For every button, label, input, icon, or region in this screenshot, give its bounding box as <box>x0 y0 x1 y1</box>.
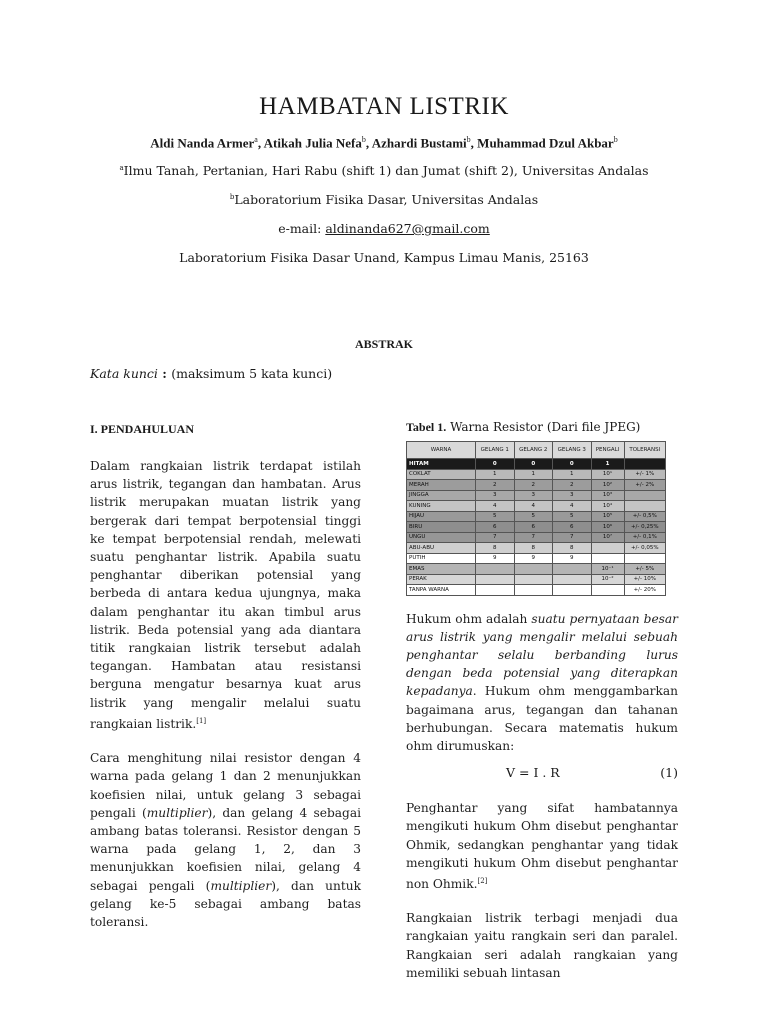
affiliation-a <box>0 163 768 178</box>
affiliation-b <box>0 192 768 207</box>
table-row <box>407 585 666 596</box>
paragraph-text: ), dan gelang 4 sebagai ambang batas toleransi. Resistor dengan 5 warna pada gelang 1, 2, dan 3 menunjukkan koefisien nilai, gelang 4 sebagai pengali ( <box>90 805 361 893</box>
affil-sup: b <box>229 192 235 201</box>
author-separator: , <box>470 135 478 151</box>
table-cell: 3 <box>553 490 592 501</box>
table-row <box>407 511 666 522</box>
circuit-paragraph: Rangkaian listrik terbagi menjadi dua rangkaian yaitu rangkain seri dan paralel. Rangkaian seri adalah rangkaian yang memiliki sebuah lintasan <box>406 911 678 980</box>
table-cell: +/- 2% <box>624 480 665 491</box>
equation: V = I . R <box>506 765 560 781</box>
table-cell: 6 <box>514 522 553 533</box>
resistor-color-table <box>406 441 666 596</box>
paragraph-text: Penghantar yang sifat hambatannya mengikuti hukum Ohm disebut penghantar Ohmik, sedangkan penghantar yang tidak mengikuti hukum Ohm disebut penghantar non Ohmik. <box>406 801 678 891</box>
table-cell <box>591 585 624 596</box>
intro-paragraph-1 <box>90 457 361 733</box>
table-cell: 5 <box>514 511 553 522</box>
color-name-cell: EMAS <box>407 564 476 575</box>
table-cell: 8 <box>553 543 592 554</box>
table-cell <box>514 564 553 575</box>
table-row <box>407 490 666 501</box>
author-name: Muhammad Dzul Akbar <box>477 135 614 151</box>
intro-paragraph-2 <box>90 749 361 931</box>
author-affil-sup: a <box>254 135 258 144</box>
author-affil-sup: b <box>466 135 471 144</box>
table-caption <box>406 420 678 435</box>
email-label: e-mail: <box>278 221 326 236</box>
color-name-cell: PERAK <box>407 574 476 585</box>
table-cell <box>624 459 665 470</box>
paragraph-text: ), dan untuk gelang ke-5 sebagai ambang batas toleransi. <box>90 878 362 929</box>
table-header-cell: GELANG 3 <box>553 442 592 459</box>
email-link[interactable]: aldinanda627@gmail.com <box>325 221 490 236</box>
keywords-colon: : <box>157 366 172 381</box>
table-cell: 4 <box>476 501 515 512</box>
email-line <box>0 221 768 236</box>
table-cell: 0 <box>514 459 553 470</box>
author-affil-sup: b <box>613 135 618 144</box>
section-heading: I. PENDAHULUAN <box>90 422 195 436</box>
keywords-label: Kata kunci <box>90 366 158 381</box>
table-cell: 3 <box>476 490 515 501</box>
table-cell: 1 <box>591 459 624 470</box>
color-name-cell: ABU-ABU <box>407 543 476 554</box>
ohmic-paragraph <box>406 799 678 893</box>
color-name-cell: JINGGA <box>407 490 476 501</box>
table-header-cell: PENGALI <box>591 442 624 459</box>
right-column <box>406 420 678 982</box>
table-cell: 5 <box>553 511 592 522</box>
italic-term: multiplier <box>146 805 208 820</box>
equation-number: (1) <box>660 765 678 781</box>
author-name: Atikah Julia Nefa <box>263 135 362 151</box>
citation-ref[interactable]: [2] <box>477 876 488 885</box>
paragraph-text: Cara menghitung nilai resistor dengan 4 warna pada gelang 1 dan 2 menunjukkan koefisien nilai, untuk gelang 3 sebagai pengali ( <box>90 751 361 820</box>
table-row <box>407 522 666 533</box>
table-cell: +/- 0,5% <box>624 511 665 522</box>
color-name-cell: PUTIH <box>407 553 476 564</box>
table-cell: 10⁴ <box>591 501 624 512</box>
table-cell: 7 <box>553 532 592 543</box>
table-cell: 2 <box>476 480 515 491</box>
table-caption-label: Tabel 1. <box>406 420 447 434</box>
table-cell <box>624 501 665 512</box>
color-name-cell: KUNING <box>407 501 476 512</box>
table-cell: 2 <box>514 480 553 491</box>
equation-block <box>406 765 678 787</box>
table-cell: +/- 0,25% <box>624 522 665 533</box>
ohm-paragraph <box>406 610 678 756</box>
table-cell: 10¹ <box>591 469 624 480</box>
affil-text: Laboratorium Fisika Dasar, Universitas Andalas <box>234 192 539 207</box>
table-cell: 9 <box>553 553 592 564</box>
table-cell <box>514 574 553 585</box>
table-cell <box>476 585 515 596</box>
italic-definition: suatu pernyataan besar arus listrik yang mengalir melalui sebuah penghantar selalu berbanding lurus dengan beda potensial yang diterapkan kepadanya <box>406 611 678 699</box>
table-cell: 2 <box>553 480 592 491</box>
table-row <box>407 553 666 564</box>
table-cell <box>476 574 515 585</box>
author-name: Aldi Nanda Armer <box>150 135 255 151</box>
color-name-cell: COKLAT <box>407 469 476 480</box>
table-cell: 1 <box>476 469 515 480</box>
author-affil-sup: b <box>361 135 366 144</box>
table-cell: 1 <box>553 469 592 480</box>
table-cell: 6 <box>476 522 515 533</box>
author-separator: , <box>257 135 264 151</box>
table-cell: 5 <box>476 511 515 522</box>
table-cell: 7 <box>514 532 553 543</box>
keywords-text: (maksimum 5 kata kunci) <box>171 366 333 381</box>
color-name-cell: MERAH <box>407 480 476 491</box>
italic-term: multiplier <box>210 878 272 893</box>
table-body <box>407 459 666 596</box>
table-cell <box>553 564 592 575</box>
author-name: Azhardi Bustami <box>371 135 467 151</box>
table-row <box>407 543 666 554</box>
author-list <box>0 135 768 151</box>
table-row <box>407 532 666 543</box>
table-cell: 0 <box>553 459 592 470</box>
table-cell: 9 <box>476 553 515 564</box>
affil-sup: a <box>119 163 124 172</box>
author-separator: , <box>365 135 372 151</box>
left-column <box>90 422 361 931</box>
table-cell: 3 <box>514 490 553 501</box>
color-name-cell: BIRU <box>407 522 476 533</box>
table-caption-text: Warna Resistor (Dari file JPEG) <box>446 420 641 434</box>
table-row <box>407 574 666 585</box>
table-cell <box>591 543 624 554</box>
paper-title: HAMBATAN LISTRIK <box>259 93 509 120</box>
abstract-heading: ABSTRAK <box>354 337 413 351</box>
table-cell: 10³ <box>591 490 624 501</box>
table-cell <box>476 564 515 575</box>
table-header-cell: GELANG 2 <box>514 442 553 459</box>
table-cell: 10⁻¹ <box>591 564 624 575</box>
table-cell: 10⁻² <box>591 574 624 585</box>
paragraph-text: Dalam rangkaian listrik terdapat istilah arus listrik, tegangan dan hambatan. Arus listrik merupakan muatan listrik yang bergerak dari tempat berpotensial tinggi ke tempat berpotensial rendah, melewati suatu penghantar listrik. Apabila suatu penghantar diberikan potensial yang berbeda di antara kedua ujungnya, maka dalam penghantar itu akan timbul arus listrik. Beda potensial yang ada diantara titik rangkaian listrik tersebut adalah tegangan. Hambatan atau resistansi berguna mengatur besarnya kuat arus listrik yang mengalir melalui suatu rangkaian listrik. <box>90 459 361 731</box>
table-cell: 4 <box>553 501 592 512</box>
table-cell: +/- 0,1% <box>624 532 665 543</box>
paragraph-text: Hukum ohm adalah <box>406 611 532 626</box>
table-cell: +/- 0,05% <box>624 543 665 554</box>
table-cell: +/- 1% <box>624 469 665 480</box>
table-cell: 10² <box>591 480 624 491</box>
table-header-cell: TOLERANSI <box>624 442 665 459</box>
table-cell: 8 <box>476 543 515 554</box>
table-cell: 7 <box>476 532 515 543</box>
table-cell: 6 <box>553 522 592 533</box>
keywords-line <box>90 366 332 381</box>
table-cell: 8 <box>514 543 553 554</box>
table-cell: 10⁷ <box>591 532 624 543</box>
table-cell <box>553 574 592 585</box>
table-row <box>407 459 666 470</box>
table-header-row <box>407 442 666 459</box>
paragraph-text: . Hukum ohm menggambarkan bagaimana arus, tegangan dan tahanan berhubungan. Secara matematis hukum ohm dirumuskan: <box>406 684 678 753</box>
table-cell: 1 <box>514 469 553 480</box>
table-cell: 10⁶ <box>591 522 624 533</box>
table-cell: +/- 10% <box>624 574 665 585</box>
table-cell <box>553 585 592 596</box>
table-row <box>407 501 666 512</box>
table-row <box>407 480 666 491</box>
color-name-cell: TANPA WARNA <box>407 585 476 596</box>
affil-text: Ilmu Tanah, Pertanian, Hari Rabu (shift 1) dan Jumat (shift 2), Universitas Andalas <box>123 163 649 178</box>
table-header-cell: WARNA <box>407 442 476 459</box>
table-cell: +/- 20% <box>624 585 665 596</box>
table-header-cell: GELANG 1 <box>476 442 515 459</box>
table-cell: 9 <box>514 553 553 564</box>
table-row <box>407 564 666 575</box>
color-name-cell: HIJAU <box>407 511 476 522</box>
lab-address: Laboratorium Fisika Dasar Unand, Kampus Limau Manis, 25163 <box>179 250 589 265</box>
color-name-cell: HITAM <box>407 459 476 470</box>
table-row <box>407 469 666 480</box>
color-name-cell: UNGU <box>407 532 476 543</box>
table-cell <box>591 553 624 564</box>
table-cell <box>624 553 665 564</box>
citation-ref[interactable]: [1] <box>196 716 207 725</box>
table-cell: +/- 5% <box>624 564 665 575</box>
table-cell <box>624 490 665 501</box>
table-cell: 4 <box>514 501 553 512</box>
table-cell: 10⁵ <box>591 511 624 522</box>
table-cell: 0 <box>476 459 515 470</box>
table-cell <box>514 585 553 596</box>
